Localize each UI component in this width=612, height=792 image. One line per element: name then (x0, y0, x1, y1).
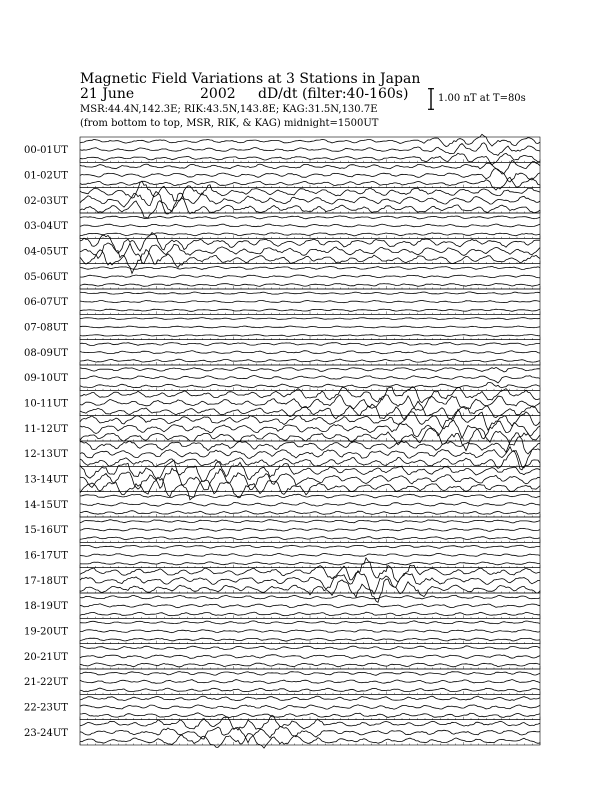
station-trace-kag (80, 134, 540, 146)
hour-label: 23-24UT (24, 727, 68, 739)
station-trace-kag (80, 545, 540, 548)
hour-label: 18-19UT (24, 601, 68, 613)
hour-label: 22-23UT (24, 702, 68, 714)
hour-label: 16-17UT (24, 550, 68, 562)
hour-label: 21-22UT (24, 677, 68, 689)
station-trace-kag (80, 672, 540, 676)
hour-label: 15-16UT (24, 525, 68, 537)
station-trace-rik (80, 169, 540, 183)
hour-label: 03-04UT (24, 221, 68, 233)
hour-label: 02-03UT (24, 195, 68, 207)
stations-info: MSR:44.4N,142.3E; RIK:43.5N,143.8E; KAG:31.5N,130.7E (80, 104, 378, 115)
station-trace-rik (80, 468, 540, 490)
station-trace-rik (80, 528, 540, 531)
hour-label: 20-21UT (24, 651, 68, 663)
station-trace-rik (80, 680, 540, 684)
station-trace-rik (80, 192, 540, 212)
station-trace-rik (80, 224, 540, 227)
station-trace-rik (80, 376, 540, 384)
row-frame (80, 390, 540, 415)
station-trace-rik (80, 655, 540, 659)
hour-label: 00-01UT (24, 145, 68, 157)
hour-label: 17-18UT (24, 575, 68, 587)
station-trace-rik (80, 604, 540, 608)
station-trace-rik (80, 726, 540, 742)
hour-label: 08-09UT (24, 347, 68, 359)
station-trace-rik (80, 275, 540, 278)
hour-label: 10-11UT (24, 398, 68, 410)
station-trace-kag (80, 520, 540, 523)
hour-label: 14-15UT (24, 499, 68, 511)
station-trace-msr (80, 335, 540, 337)
station-trace-kag (80, 494, 540, 498)
hour-label: 12-13UT (24, 449, 68, 461)
station-trace-kag (80, 318, 540, 320)
station-trace-msr (80, 383, 540, 388)
hour-label: 04-05UT (24, 246, 68, 258)
hour-label: 06-07UT (24, 297, 68, 309)
station-trace-kag (80, 343, 540, 346)
hour-label: 13-14UT (24, 474, 68, 486)
hour-label: 11-12UT (24, 423, 68, 435)
station-order-note: (from bottom to top, MSR, RIK, & KAG) midnight=1500UT (80, 118, 379, 129)
hour-label: 09-10UT (24, 373, 68, 385)
station-trace-rik (80, 502, 540, 506)
station-trace-kag (80, 696, 540, 701)
station-trace-kag (80, 433, 540, 454)
hour-label: 19-20UT (24, 626, 68, 638)
station-trace-rik (80, 630, 540, 633)
station-trace-rik (80, 243, 540, 264)
station-trace-kag (80, 646, 540, 650)
chart-title: Magnetic Field Variations at 3 Stations in Japan (80, 71, 421, 87)
station-trace-msr (80, 688, 540, 692)
station-trace-kag (80, 367, 540, 372)
station-trace-rik (80, 351, 540, 354)
station-trace-kag (80, 266, 540, 269)
hour-label: 05-06UT (24, 271, 68, 283)
hour-label: 01-02UT (24, 170, 68, 182)
station-trace-rik (80, 143, 540, 156)
date-label: 21 June (80, 86, 135, 102)
station-trace-rik (80, 705, 540, 710)
row-frame (80, 694, 540, 719)
station-trace-kag (80, 595, 540, 599)
station-trace-msr (80, 153, 540, 165)
station-trace-msr (80, 562, 540, 565)
station-trace-kag (80, 621, 540, 624)
station-trace-msr (80, 401, 540, 419)
station-trace-rik (80, 326, 540, 328)
station-trace-rik (80, 300, 540, 302)
station-trace-msr (80, 511, 540, 515)
station-trace-rik (80, 553, 540, 556)
year-label: 2002 (200, 86, 236, 102)
station-trace-msr (80, 177, 540, 190)
station-trace-kag (80, 292, 540, 294)
station-trace-msr (80, 612, 540, 616)
hour-label: 07-08UT (24, 322, 68, 334)
station-trace-kag (80, 181, 540, 201)
component-label: dD/dt (filter:40-160s) (258, 86, 409, 102)
station-trace-msr (80, 309, 540, 311)
station-trace-msr (80, 359, 540, 362)
station-trace-msr (80, 284, 540, 287)
station-trace-msr (80, 734, 540, 748)
scale-label: 1.00 nT at T=80s (438, 93, 526, 104)
